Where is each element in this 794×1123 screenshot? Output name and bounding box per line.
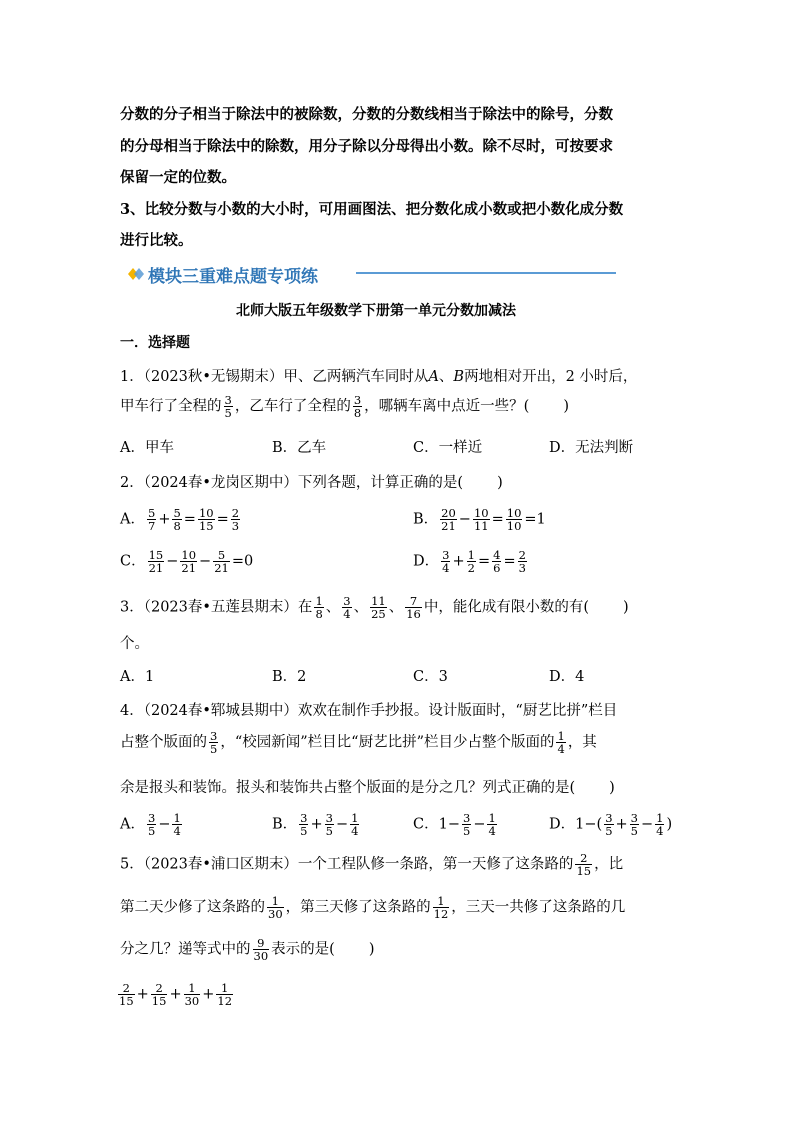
q1-line-1: 1．（2023秋•无锡期末）甲、乙两辆汽车同时从A、B两地相对开出，2 小时后，	[120, 369, 638, 385]
fraction: $\frac{3}{8}$	[353, 393, 362, 420]
q2-option-d[interactable]: D． $\frac{3}{4}$ + $\frac{1}{2}$ = $\frac{4}{6}$ = $\frac{2}{3}$	[413, 548, 526, 575]
intro-line-2: 的分母相当于除法中的除数，用分子除以分母得出小数。除不尽时，可按要求	[120, 138, 613, 155]
q4-option-a[interactable]: A． $\frac{3}{5}$ − $\frac{1}{4}$	[120, 811, 181, 838]
q2-option-a[interactable]: A． $\frac{5}{7}$ + $\frac{5}{8}$ = $\frac{10}{15}$ = $\frac{2}{3}$	[120, 506, 240, 533]
q1-option-b[interactable]: B．乙车	[272, 440, 327, 456]
diamond-icon	[122, 265, 146, 283]
q3-line-1: 3．（2023春•五莲县期末）在 $\frac{1}{8}$ 、 $\frac{3}{4}$ 、 $\frac{11}{25}$ 、 $\frac{7}{16}$ 中，能化成有限小数的有( )	[120, 594, 629, 621]
q3-option-b[interactable]: B．2	[272, 669, 307, 685]
q3-option-c[interactable]: C．3	[413, 669, 448, 685]
q4-option-b[interactable]: B． $\frac{3}{5}$ + $\frac{3}{5}$ − $\frac{1}{4}$	[272, 811, 359, 838]
q1-option-d[interactable]: D．无法判断	[549, 440, 634, 456]
q4-line-1: 4．（2024春•郓城县期中）欢欢在制作手抄报。设计版面时，“厨艺比拼”栏目	[120, 703, 618, 719]
intro-line-5: 进行比较。	[120, 232, 193, 249]
q2-stem: 2．（2024春•龙岗区期中）下列各题，计算正确的是( )	[120, 475, 503, 491]
q3-option-d[interactable]: D．4	[549, 669, 585, 685]
q1-line-2: 甲车行了全程的 $\frac{3}{5}$ ，乙车行了全程的 $\frac{3}{8}$ ，哪辆车离中点近一些？( )	[120, 393, 569, 420]
section-heading: 一．选择题	[120, 335, 190, 351]
q4-line-3: 余是报头和装饰。报头和装饰共占整个版面的是分之几？列式正确的是( )	[120, 780, 615, 796]
intro-line-1: 分数的分子相当于除法中的被除数，分数的分数线相当于除法中的除号，分数	[120, 106, 613, 123]
intro-line-4: 3、比较分数与小数的大小时，可用画图法、把分数化成小数或把小数化成分数	[120, 201, 624, 218]
q4-option-d[interactable]: D．1−( $\frac{3}{5}$ + $\frac{3}{5}$ − $\frac{1}{4}$ )	[549, 811, 673, 838]
q1-option-a[interactable]: A．甲车	[120, 440, 174, 456]
q3-option-a[interactable]: A．1	[120, 669, 155, 685]
doc-title: 北师大版五年级数学下册第一单元分数加减法	[236, 303, 516, 319]
q2-option-c[interactable]: C． $\frac{15}{21}$ − $\frac{10}{21}$ − $\frac{5}{21}$ =0	[120, 548, 254, 575]
module-divider	[356, 272, 616, 274]
q3-line-2: 个。	[120, 636, 149, 652]
q4-option-c[interactable]: C．1− $\frac{3}{5}$ − $\frac{1}{4}$	[413, 811, 496, 838]
q5-line-3: 分之几？递等式中的 $\frac{9}{30}$ 表示的是( )	[120, 936, 375, 963]
intro-line-3: 保留一定的位数。	[120, 169, 236, 186]
q5-line-1: 5．（2023春•浦口区期末）一个工程队修一条路，第一天修了这条路的 $\frac{2}{15}$ ，比	[120, 851, 624, 878]
q5-line-2: 第二天少修了这条路的 $\frac{1}{30}$ ，第三天修了这条路的 $\frac{1}{12}$ ，三天一共修了这条路的几	[120, 894, 626, 921]
module-title: 模块三重难点题专项练	[148, 267, 318, 287]
q5-expression: $\frac{2}{15}$ + $\frac{2}{15}$ + $\frac{1}{30}$ + $\frac{1}{12}$	[119, 981, 233, 1008]
q1-option-c[interactable]: C．一样近	[413, 440, 483, 456]
q2-option-b[interactable]: B． $\frac{20}{21}$ − $\frac{10}{11}$ = $\frac{10}{10}$ =1	[413, 506, 546, 533]
q4-line-2: 占整个版面的 $\frac{3}{5}$ ，“校园新闻”栏目比“厨艺比拼”栏目少占整个版面的 $\frac{1}{4}$ ，其	[120, 729, 597, 756]
fraction: $\frac{3}{5}$	[224, 393, 232, 420]
